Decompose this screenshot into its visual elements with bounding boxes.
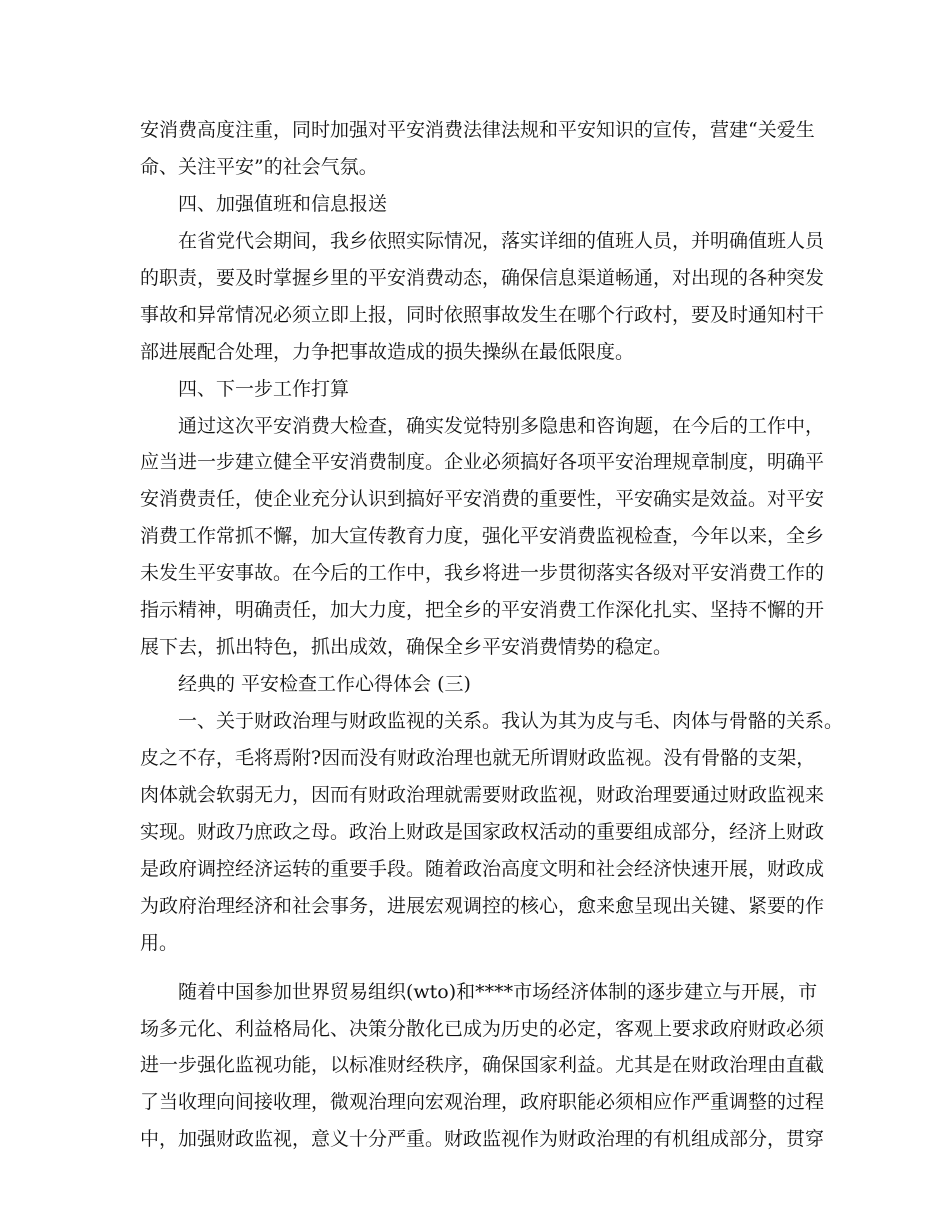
body-line: 通过这次平安消费大检查，确实发觉特别多隐患和咨询题，在今后的工作中， xyxy=(178,414,825,437)
body-line: 随着中国参加世界贸易组织(wto)和****市场经济体制的逐步建立与开展，市 xyxy=(178,980,818,1003)
body-line: 进一步强化监视功能，以标准财经秩序，确保国家利益。尤其是在财政治理由直截 xyxy=(140,1054,825,1077)
section-heading: 四、下一步工作打算 xyxy=(178,377,350,400)
body-line: 在省党代会期间，我乡依照实际情况，落实详细的值班人员，并明确值班人员 xyxy=(178,229,825,252)
body-line: 未发生平安事故。在今后的工作中，我乡将进一步贯彻落实各级对平安消费工作的 xyxy=(140,562,825,585)
section-heading: 经典的 平安检查工作心得体会 (三) xyxy=(178,673,471,696)
body-line: 为政府治理经济和社会事务，进展宏观调控的核心，愈来愈呈现出关键、紧要的作 xyxy=(140,894,825,917)
body-line: 皮之不存，毛将焉附?因而没有财政治理也就无所谓财政监视。没有骨骼的支架， xyxy=(140,746,816,769)
document-body xyxy=(140,112,844,1158)
body-line: 消费工作常抓不懈，加大宣传教育力度，强化平安消费监视检查，今年以来，全乡 xyxy=(140,525,825,548)
body-line: 实现。财政乃庶政之母。政治上财政是国家政权活动的重要组成部分，经济上财政 xyxy=(140,820,825,843)
body-line: 了当收理向间接收理，微观治理向宏观治理，政府职能必须相应作严重调整的过程 xyxy=(140,1091,825,1114)
section-heading: 四、加强值班和信息报送 xyxy=(178,192,388,215)
body-line: 安消费责任，使企业充分认识到搞好平安消费的重要性，平安确实是效益。对平安 xyxy=(140,488,825,511)
body-line: 一、关于财政治理与财政监视的关系。我认为其为皮与毛、肉体与骨骼的关系。 xyxy=(178,710,844,732)
body-line: 安消费高度注重，同时加强对平安消费法律法规和平安知识的宣传，营建“关爱生 xyxy=(140,119,815,141)
body-line: 的职责，要及时掌握乡里的平安消费动态，确保信息渠道畅通，对出现的各种突发 xyxy=(140,266,825,289)
body-line: 应当进一步建立健全平安消费制度。企业必须搞好各项平安治理规章制度，明确平 xyxy=(140,451,825,474)
body-line: 部进展配合处理，力争把事故造成的损失操纵在最低限度。 xyxy=(140,340,635,363)
body-line: 事故和异常情况必须立即上报，同时依照事故发生在哪个行政村，要及时通知村干 xyxy=(140,303,825,326)
body-line: 展下去，抓出特色，抓出成效，确保全乡平安消费情势的稳定。 xyxy=(140,636,673,659)
body-line: 中，加强财政监视，意义十分严重。财政监视作为财政治理的有机组成部分，贯穿 xyxy=(140,1128,825,1151)
body-line: 是政府调控经济运转的重要手段。随着政治高度文明和社会经济快速开展，财政成 xyxy=(140,857,825,880)
body-line: 肉体就会软弱无力，因而有财政治理就需要财政监视，财政治理要通过财政监视来 xyxy=(140,783,825,806)
body-line: 命、关注平安”的社会气氛。 xyxy=(140,155,378,178)
body-line: 用。 xyxy=(140,931,179,954)
body-line: 指示精神，明确责任，加大力度，把全乡的平安消费工作深化扎实、坚持不懈的开 xyxy=(140,599,825,622)
body-line: 场多元化、利益格局化、决策分散化已成为历史的必定，客观上要求政府财政必须 xyxy=(140,1017,825,1040)
paragraph-gap xyxy=(140,962,820,974)
